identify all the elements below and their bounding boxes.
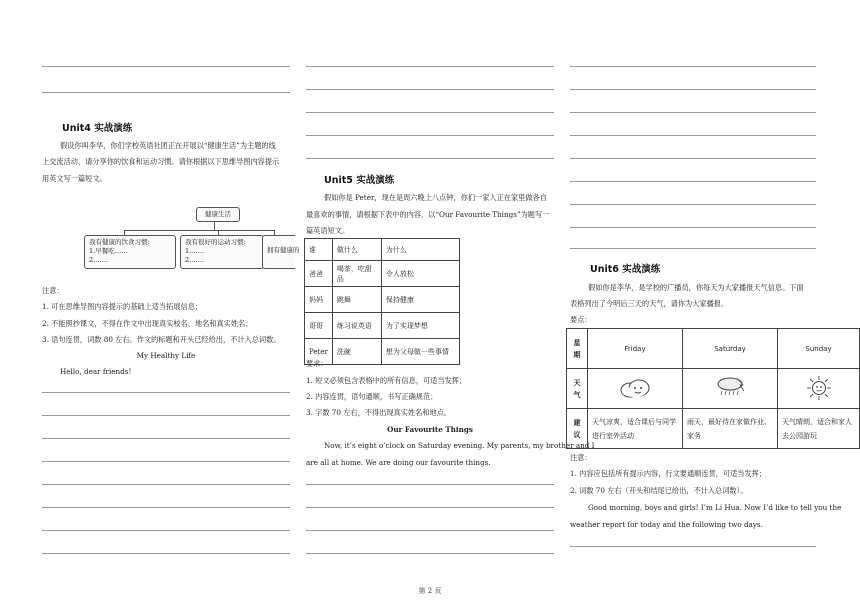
mindmap-exercise-habits: 我有很好的运动习惯: 1.…… 2.……	[180, 235, 264, 269]
row-label: 星期	[567, 329, 588, 369]
essay-title: Our Favourite Things	[387, 425, 473, 434]
requirement: 3. 字数 70 左右，不得出现真实姓名和地点。	[306, 408, 452, 417]
answer-line	[570, 66, 816, 67]
answer-line	[42, 530, 290, 531]
answer-line	[570, 546, 816, 547]
essay-text: Good morning, boys and girls! I’m Li Hua. Now I’d like to tell you the	[588, 503, 842, 512]
row-label: 建议	[567, 409, 588, 449]
table-row: 建议 天气凉爽，适合课后与同学进行室外活动 雨天，最好待在家做作业、家务 天气晴朗，适合和家人去公园游玩	[567, 409, 860, 449]
answer-line	[306, 530, 554, 531]
notes-label: 注意：	[42, 286, 64, 295]
page-number: 第 2 页	[418, 587, 442, 595]
answer-line	[42, 415, 290, 416]
answer-line	[42, 507, 290, 508]
answer-line	[42, 461, 290, 462]
table-row: 哥哥 练习说英语 为了实现梦想	[305, 313, 460, 339]
mindmap-root: 健康生活	[196, 207, 240, 222]
cloudy-icon	[588, 369, 683, 409]
unit4-prompt: 假设你叫李华，你们学校英语社团正在开展以“健康生活”为主题的线	[60, 141, 276, 150]
answer-line	[42, 438, 290, 439]
answer-line	[306, 158, 554, 159]
unit5-title: Unit5 实战演练	[324, 175, 395, 186]
requirement: 1. 短文必须包含表格中的所有信息，可适当发挥；	[306, 376, 467, 385]
unit4-title: Unit4 实战演练	[62, 123, 133, 134]
unit6-title: Unit6 实战演练	[590, 264, 661, 275]
unit5-prompt: 最喜欢的事情，请根据下表中的内容，以“Our Favourite Things”为题写一	[306, 210, 550, 219]
note: 2. 不能照抄课文，不得在作文中出现真实校名、地名和真实姓名；	[42, 319, 253, 328]
rain-icon	[683, 369, 778, 409]
answer-line	[306, 553, 554, 554]
note: 3. 语句连贯，词数 80 左右。作文的标题和开头已经给出，不计入总词数。	[42, 335, 281, 344]
unit6-prompt: 假如你是李华，是学校的广播员，你每天为大家播报天气信息。下面	[588, 283, 804, 292]
essay-title: My Healthy Life	[136, 351, 196, 360]
table-row: Peter 洗碗 想为父母做一些事情	[305, 339, 460, 365]
answer-line	[42, 66, 290, 67]
answer-line	[42, 92, 290, 93]
note: 1. 可在思维导图内容提示的基础上适当拓展信息；	[42, 302, 203, 311]
unit4-prompt: 上交流活动，请分享你的饮食和运动习惯。请你根据以下思维导图内容提示	[42, 157, 280, 166]
answer-line	[42, 553, 290, 554]
table-row: 谁 做什么 为什么	[305, 239, 460, 261]
unit6-prompt: 表格列出了今明后三天的天气，请你为大家播报。	[570, 299, 729, 308]
answer-line	[570, 248, 816, 249]
essay-text: Now, it’s eight o’clock on Saturday evening. My parents, my brother and I	[324, 441, 595, 450]
mindmap-healthy-partial: 拥有健康的	[262, 235, 295, 269]
notes-label: 注意：	[570, 453, 592, 462]
table-row: 爸爸 喝茶，吃甜品 令人放松	[305, 261, 460, 287]
family-table	[304, 238, 460, 365]
mindmap-eating-habits: 我有健康的饮食习惯: 1.早餐吃…… 2.……	[84, 235, 176, 269]
unit4-prompt: 用英文写一篇短文。	[42, 174, 107, 183]
answer-line	[306, 507, 554, 508]
note: 2. 词数 70 左右（开头和结尾已给出，不计入总词数）。	[570, 486, 748, 495]
requirement: 2. 内容连贯，语句通顺，书写正确规范；	[306, 392, 438, 401]
answer-line	[570, 89, 816, 90]
weather-table	[566, 328, 860, 449]
answer-line	[570, 227, 816, 228]
table-row: 妈妈 跳舞 保持健康	[305, 287, 460, 313]
requirements-label: 要求：	[306, 359, 328, 368]
answer-line	[42, 392, 290, 393]
answer-line	[570, 158, 816, 159]
sunny-icon	[778, 369, 860, 409]
essay-start: Hello, dear friends!	[60, 367, 132, 376]
note: 1. 内容应包括所有提示内容，行文要通顺连贯，可适当发挥；	[570, 469, 767, 478]
answer-line	[570, 112, 816, 113]
answer-line	[306, 484, 554, 485]
unit5-prompt: 篇英语短文。	[306, 226, 350, 235]
answer-line	[306, 89, 554, 90]
answer-line	[306, 112, 554, 113]
answer-line	[570, 135, 816, 136]
answer-line	[306, 135, 554, 136]
answer-line	[42, 484, 290, 485]
answer-line	[306, 66, 554, 67]
answer-line	[570, 204, 816, 205]
row-label: 天气	[567, 369, 588, 409]
table-row	[567, 369, 860, 409]
unit5-prompt: 假如你是 Peter，现在是周六晚上八点钟，你们一家人正在家里做各自	[324, 193, 547, 202]
essay-text: weather report for today and the following two days.	[570, 520, 763, 529]
table-row: 星期 Friday Saturday Sunday	[567, 329, 860, 369]
answer-line	[570, 181, 816, 182]
essay-text: are all at home. We are doing our favourite things.	[306, 458, 491, 467]
points-label: 要点：	[570, 315, 592, 324]
